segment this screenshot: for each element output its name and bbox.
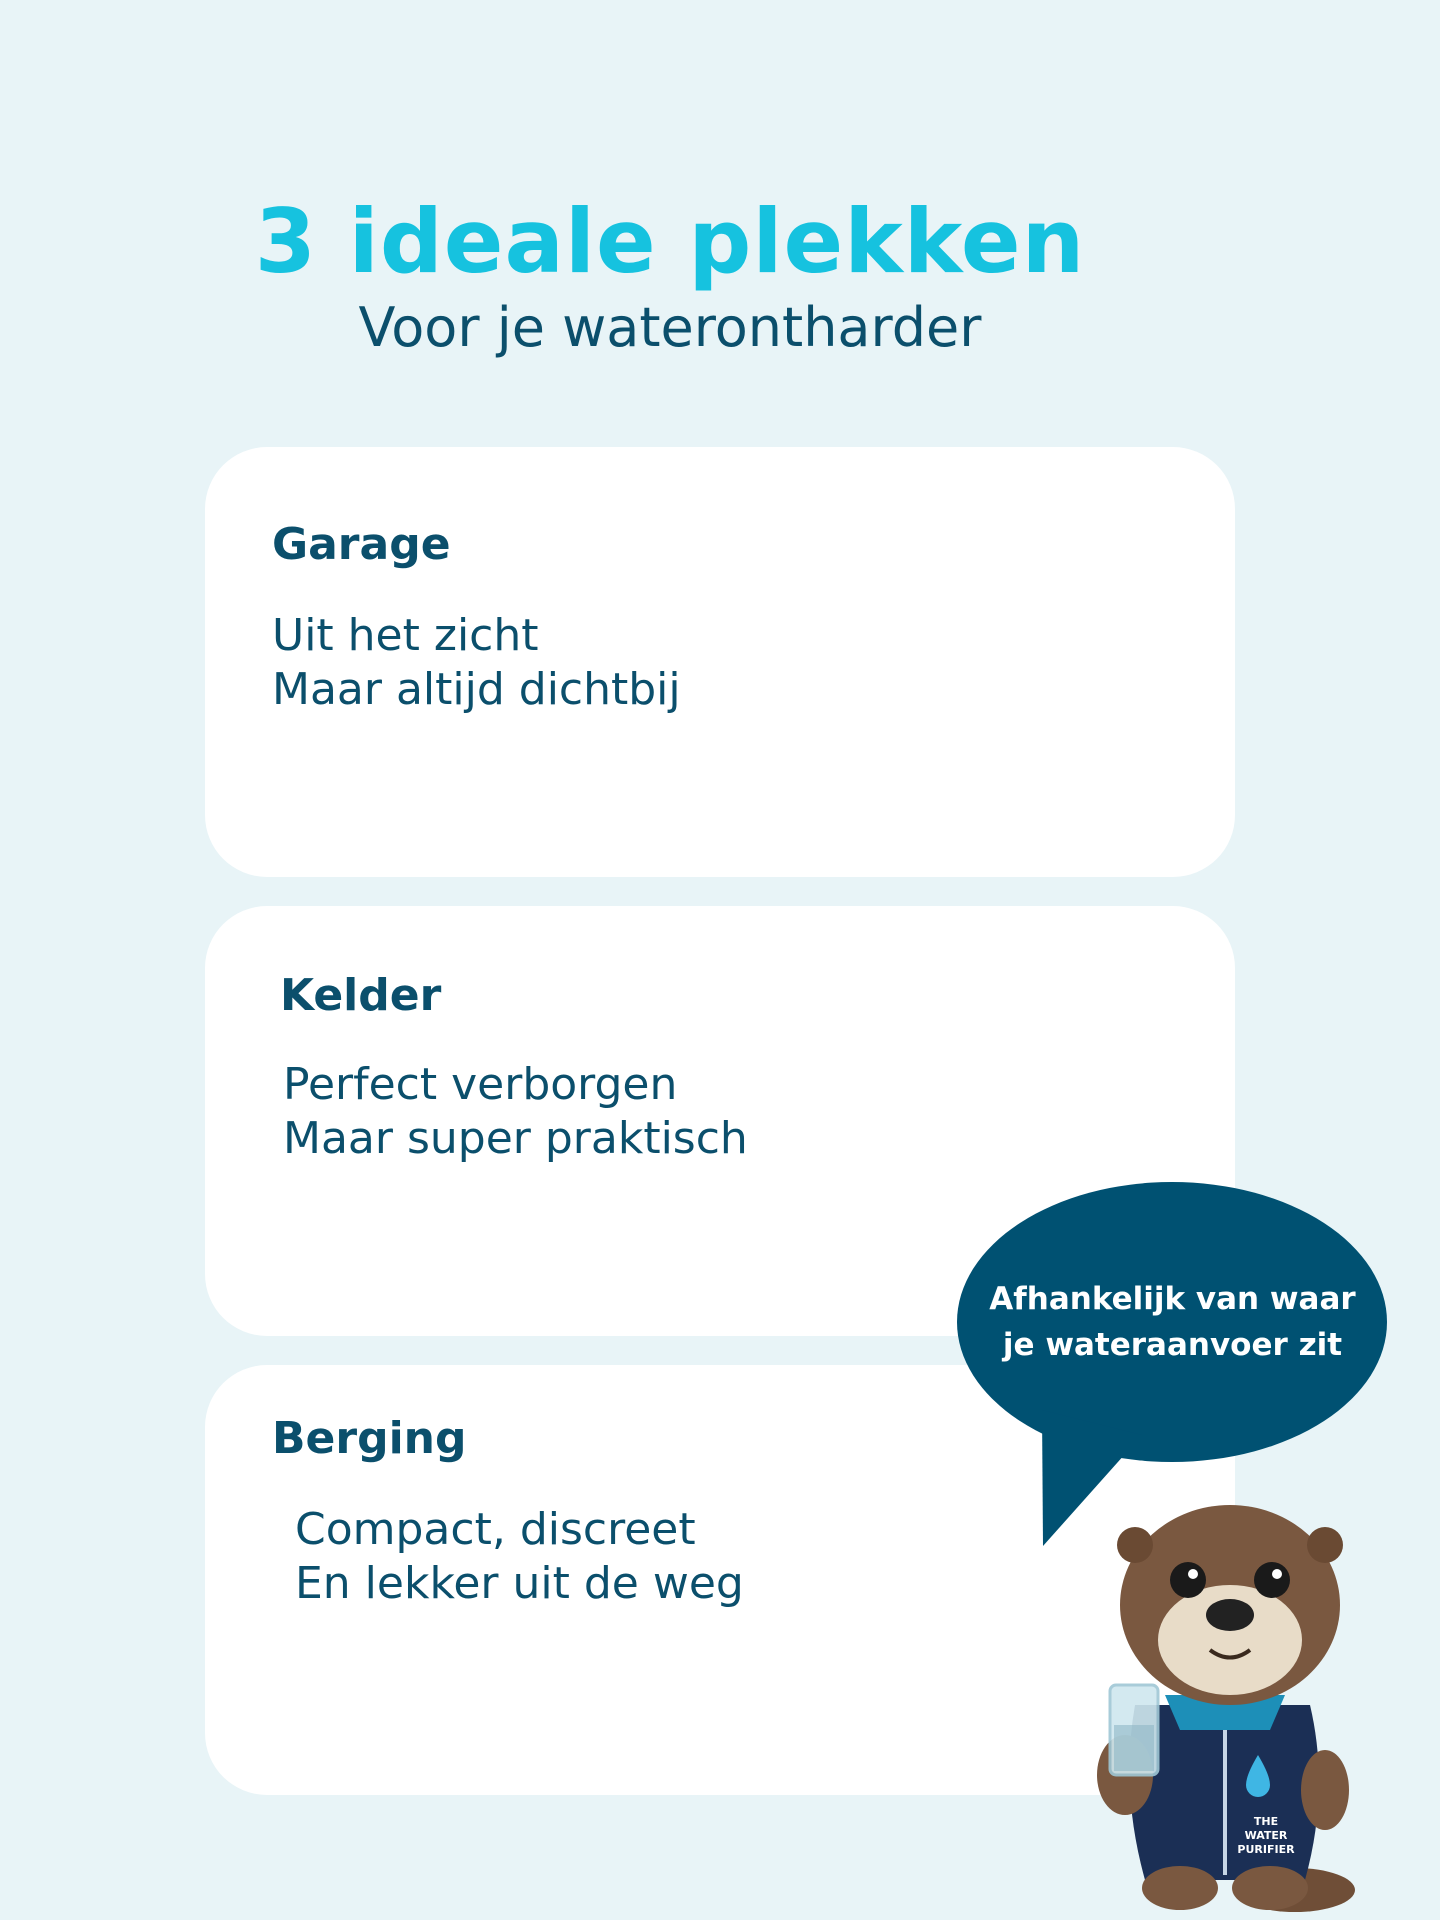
bubble-line: je wateraanvoer zit bbox=[1002, 1327, 1343, 1363]
bubble-line: Afhankelijk van waar bbox=[989, 1281, 1356, 1317]
shirt-text: PURIFIER bbox=[1237, 1843, 1295, 1856]
card-line: En lekker uit de weg bbox=[295, 1558, 744, 1609]
card-line: Compact, discreet bbox=[295, 1504, 696, 1555]
shirt-text: WATER bbox=[1244, 1829, 1288, 1842]
card-line: Maar super praktisch bbox=[283, 1113, 748, 1164]
speech-bubble-text bbox=[955, 1276, 1390, 1368]
card-garage bbox=[205, 447, 1235, 877]
card-line: Perfect verborgen bbox=[283, 1059, 678, 1110]
shirt-text: THE bbox=[1253, 1815, 1279, 1828]
card-line: Uit het zicht bbox=[272, 610, 539, 661]
card-title: Berging bbox=[272, 1413, 467, 1464]
page-title: 3 ideale plekken bbox=[254, 190, 1086, 293]
card-title: Garage bbox=[272, 519, 451, 570]
card-line: Maar altijd dichtbij bbox=[272, 664, 681, 715]
otter-mascot-icon bbox=[1080, 1490, 1370, 1920]
card-title: Kelder bbox=[280, 970, 442, 1021]
page-subtitle: Voor je waterontharder bbox=[358, 296, 982, 359]
